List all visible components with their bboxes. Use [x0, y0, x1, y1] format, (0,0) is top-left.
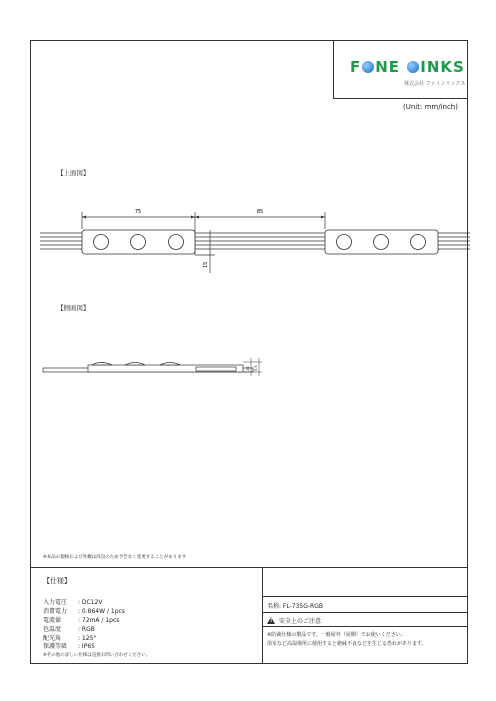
safety-line: [262, 626, 468, 627]
dim-right-label: 85: [256, 209, 264, 215]
dim-height-label: 15: [203, 261, 209, 268]
dim-left-label: 75: [134, 209, 142, 215]
logo-globe-icon-2: [407, 61, 419, 73]
spec-row: 電流値 : 72mA / 1pcs: [43, 617, 120, 624]
top-view-title: 【上面図】: [57, 169, 90, 177]
warning-icon: [267, 617, 275, 624]
safety-text-2: 浴室など高湿場所に使用すると絶縁不良などを生じる恐れがあります。: [267, 641, 427, 647]
spec-row: 色温度 : RGB: [43, 626, 95, 633]
spec-title: 【仕様】: [43, 577, 71, 585]
spec-row: 入力電圧 : DC12V: [43, 599, 103, 606]
spec-row: 消費電力 : 0.864W / 1pcs: [43, 608, 125, 615]
side-view-drawing: [0, 350, 496, 390]
safety-title: !安全上のご注意: [267, 616, 321, 625]
unit-label: (Unit: mm/inch): [403, 103, 458, 111]
spec-note: ※その他の詳しい仕様は直接お問い合わせください。: [43, 653, 151, 658]
product-name: 名称: FL-735G-RGB: [267, 603, 323, 610]
side-view-title: 【側面図】: [57, 304, 90, 312]
dim-a-label: 10: [246, 366, 250, 371]
spec-column-divider: [262, 567, 263, 664]
company-logo: F NE INKS: [350, 58, 465, 76]
safety-text-1: ※防滴仕様の製品です。一般屋外（屋側）でお使いください。: [267, 632, 406, 638]
product-top-line: [262, 596, 468, 597]
company-name: 株式会社 ファインリンクス: [404, 81, 466, 87]
dim-b-label: 5.5: [254, 365, 258, 371]
logo-globe-icon: [362, 61, 374, 73]
spec-divider: [30, 567, 468, 568]
spec-row: 配光角 : 125°: [43, 635, 97, 642]
disclaimer-note: ※本品の規格および外観は改良のため予告なく変更することがあります: [43, 555, 187, 560]
spec-row: 保護等級 : IP65: [43, 643, 95, 650]
product-mid-line: [262, 612, 468, 613]
top-view-drawing: [0, 195, 496, 280]
